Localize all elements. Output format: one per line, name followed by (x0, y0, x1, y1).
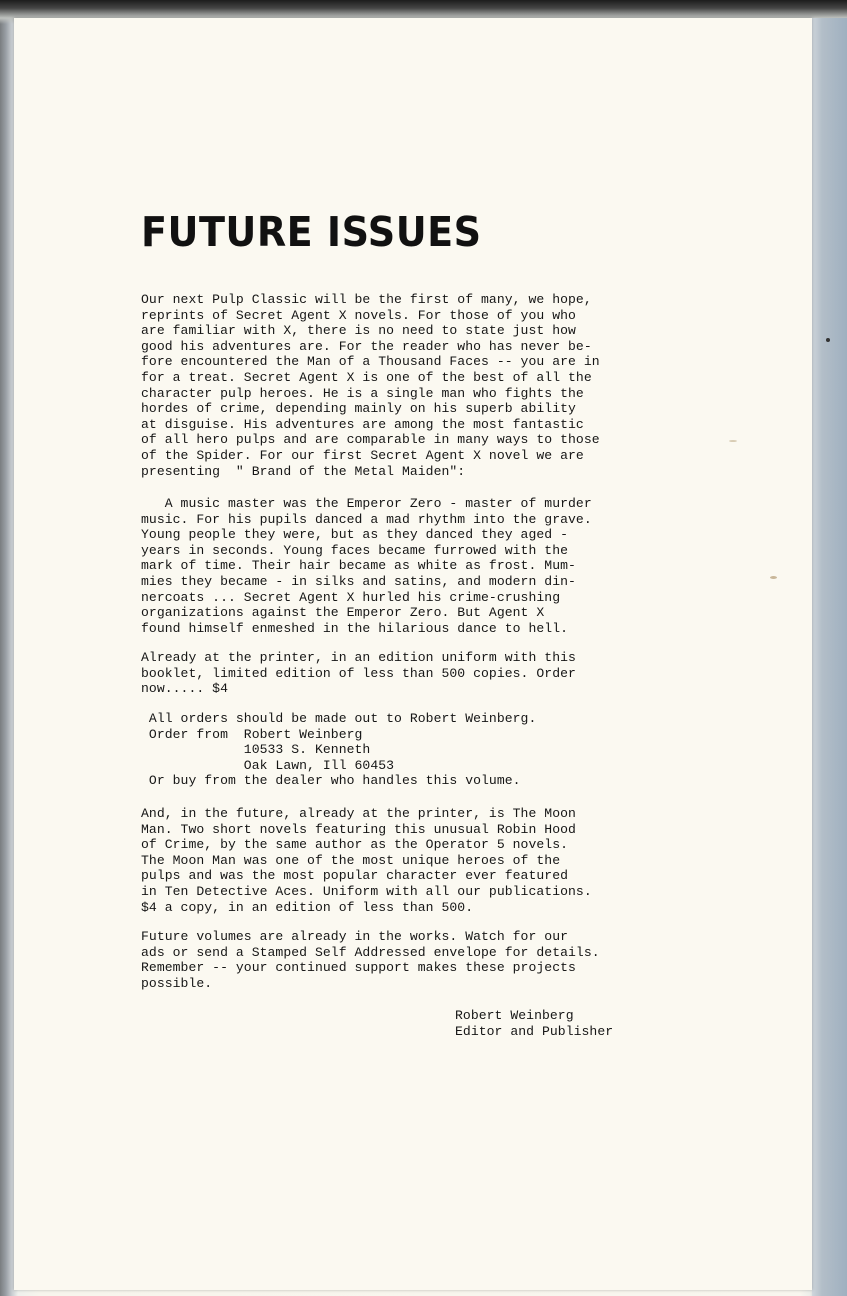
signature-block (455, 1008, 613, 1039)
text-line: mark of time. Their hair became as white as frost. Mum- (141, 558, 576, 574)
text-line: now..... $4 (141, 681, 228, 697)
text-line: And, in the future, already at the printer, is The Moon (141, 806, 576, 821)
text-line: The Moon Man was one of the most unique heroes of the (141, 852, 561, 868)
text-line: All orders should be made out to Robert Weinberg. (141, 711, 537, 726)
text-line: organizations against the Emperor Zero. But Agent X (141, 605, 545, 621)
paragraph-future-volumes (141, 929, 600, 991)
text-line: are familiar with X, there is no need to state just how (141, 323, 576, 339)
text-line: Future volumes are already in the works. Watch for our (141, 929, 569, 944)
text-line: for a treat. Secret Agent X is one of the best of all the (141, 369, 592, 385)
text-line: Remember -- your continued support makes these projects (141, 960, 576, 976)
text-line: found himself enmeshed in the hilarious dance to hell. (141, 620, 569, 636)
text-line: Or buy from the dealer who handles this volume. (141, 773, 521, 789)
text-line: presenting " Brand of the Metal Maiden": (141, 463, 466, 479)
text-line: years in seconds. Young faces became furrowed with the (141, 542, 569, 558)
text-line: ads or send a Stamped Self Addressed envelope for details. (141, 944, 600, 960)
text-line: reprints of Secret Agent X novels. For those of you who (141, 307, 576, 323)
text-line: Oak Lawn, Ill 60453 (141, 757, 395, 773)
text-line: hordes of crime, depending mainly on his superb ability (141, 401, 576, 417)
text-line: fore encountered the Man of a Thousand Faces -- you are in (141, 354, 600, 370)
text-line: Already at the printer, in an edition uniform with this (141, 650, 576, 665)
paragraph-intro (141, 292, 600, 479)
page-title: FUTURE ISSUES (141, 208, 482, 256)
paragraph-moon-man (141, 806, 592, 915)
text-line: of Crime, by the same author as the Operator 5 novels. (141, 837, 569, 853)
text-line: nercoats ... Secret Agent X hurled his crime-crushing (141, 589, 561, 605)
paper-speck (729, 440, 737, 442)
signature-role: Editor and Publisher (455, 1023, 614, 1039)
text-line: pulps and was the most popular character ever featured (141, 868, 569, 884)
signature-name: Robert Weinberg (455, 1008, 574, 1023)
text-line: A music master was the Emperor Zero - master of murder (141, 496, 592, 511)
text-line: mies they became - in silks and satins, and modern din- (141, 573, 576, 589)
text-line: Man. Two short novels featuring this unusual Robin Hood (141, 821, 576, 837)
text-line: 10533 S. Kenneth (141, 742, 371, 758)
text-line: Order from Robert Weinberg (141, 726, 363, 742)
text-line: booklet, limited edition of less than 500 copies. Order (141, 665, 576, 681)
text-line: of the Spider. For our first Secret Agent X novel we are (141, 447, 584, 463)
text-line: at disguise. His adventures are among the most fantastic (141, 416, 584, 432)
text-line: good his adventures are. For the reader who has never be- (141, 338, 592, 354)
paragraph-address (141, 711, 536, 789)
text-line: of all hero pulps and are comparable in many ways to those (141, 432, 600, 448)
paragraph-order-now (141, 650, 576, 697)
text-line: music. For his pupils danced a mad rhythm into the grave. (141, 511, 592, 527)
text-line: $4 a copy, in an edition of less than 500. (141, 899, 474, 915)
scan-right-edge (812, 18, 847, 1296)
paper-speck (826, 338, 830, 342)
text-line: Our next Pulp Classic will be the first of many, we hope, (141, 292, 592, 307)
text-line: in Ten Detective Aces. Uniform with all our publications. (141, 883, 592, 899)
text-line: possible. (141, 975, 213, 991)
text-line: Young people they were, but as they danced they aged - (141, 527, 569, 543)
text-line: character pulp heroes. He is a single man who fights the (141, 385, 584, 401)
paragraph-blurb (141, 496, 592, 636)
paper-speck (770, 576, 777, 579)
